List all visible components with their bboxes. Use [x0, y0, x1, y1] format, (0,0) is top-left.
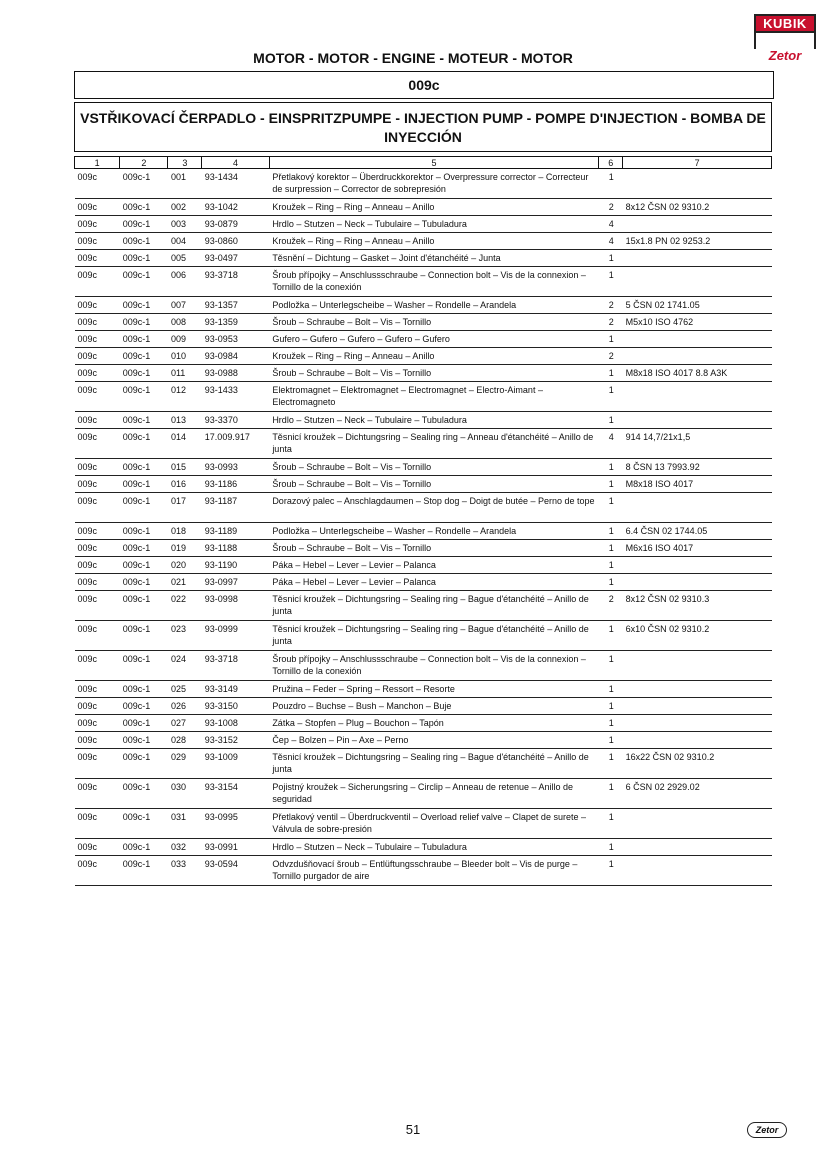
column-header-4: 4 — [202, 157, 270, 169]
row-group: 009c — [75, 365, 120, 382]
row-quantity: 1 — [599, 698, 623, 715]
row-group: 009c — [75, 523, 120, 540]
row-position: 013 — [168, 412, 202, 429]
row-subgroup: 009c-1 — [120, 412, 168, 429]
row-part-number: 93-0988 — [202, 365, 270, 382]
row-subgroup: 009c-1 — [120, 297, 168, 314]
row-note: 8 ČSN 13 7993.92 — [623, 459, 772, 476]
row-note: 8x12 ČSN 02 9310.3 — [623, 591, 772, 621]
column-header-5: 5 — [269, 157, 599, 169]
row-subgroup: 009c-1 — [120, 233, 168, 250]
row-group: 009c — [75, 476, 120, 493]
row-subgroup: 009c-1 — [120, 523, 168, 540]
row-note — [623, 698, 772, 715]
row-quantity: 1 — [599, 459, 623, 476]
row-group: 009c — [75, 233, 120, 250]
parts-table — [74, 156, 772, 886]
row-part-number: 93-1042 — [202, 199, 270, 216]
row-note — [623, 169, 772, 199]
row-quantity: 1 — [599, 493, 623, 523]
table-row — [75, 557, 772, 574]
row-description: Šroub – Schraube – Bolt – Vis – Tornillo — [269, 459, 599, 476]
row-group: 009c — [75, 574, 120, 591]
table-row — [75, 233, 772, 250]
row-description: Přetlakový ventil – Überdruckventil – Overload relief valve – Clapet de surete – Válvula de sobre-presión — [269, 809, 599, 839]
row-quantity: 1 — [599, 839, 623, 856]
row-note — [623, 216, 772, 233]
row-quantity: 1 — [599, 523, 623, 540]
row-part-number: 93-1434 — [202, 169, 270, 199]
row-quantity: 1 — [599, 809, 623, 839]
page-number: 51 — [405, 1122, 421, 1137]
row-position: 029 — [168, 749, 202, 779]
row-note: 6.4 ČSN 02 1744.05 — [623, 523, 772, 540]
column-header-2: 2 — [120, 157, 168, 169]
row-description: Šroub – Schraube – Bolt – Vis – Tornillo — [269, 365, 599, 382]
row-description: Přetlakový korektor – Überdruckkorektor – Overpressure corrector – Correcteur de surpression – Corrector de sobrepresión — [269, 169, 599, 199]
row-part-number: 93-0999 — [202, 621, 270, 651]
row-quantity: 1 — [599, 651, 623, 681]
row-quantity: 1 — [599, 732, 623, 749]
row-note: 6x10 ČSN 02 9310.2 — [623, 621, 772, 651]
row-description: Pouzdro – Buchse – Bush – Manchon – Buje — [269, 698, 599, 715]
row-description: Těsnicí kroužek – Dichtungsring – Sealing ring – Anneau d'étanchéité – Anillo de junta — [269, 429, 599, 459]
row-position: 011 — [168, 365, 202, 382]
row-group: 009c — [75, 459, 120, 476]
row-description: Šroub – Schraube – Bolt – Vis – Tornillo — [269, 476, 599, 493]
row-position: 022 — [168, 591, 202, 621]
row-group: 009c — [75, 412, 120, 429]
row-description: Odvzdušňovací šroub – Entlüftungsschraube – Bleeder bolt – Vis de purge – Tornillo purgador de aire — [269, 856, 599, 886]
row-position: 006 — [168, 267, 202, 297]
row-position: 014 — [168, 429, 202, 459]
row-quantity: 2 — [599, 199, 623, 216]
row-part-number: 93-0594 — [202, 856, 270, 886]
parts-table-body — [75, 169, 772, 886]
row-description: Podložka – Unterlegscheibe – Washer – Rondelle – Arandela — [269, 297, 599, 314]
row-part-number: 93-0991 — [202, 839, 270, 856]
row-note: 5 ČSN 02 1741.05 — [623, 297, 772, 314]
row-group: 009c — [75, 732, 120, 749]
row-description: Těsnicí kroužek – Dichtungsring – Sealing ring – Bague d'étanchéité – Anillo de junta — [269, 591, 599, 621]
row-note — [623, 493, 772, 523]
row-description: Gufero – Gufero – Gufero – Gufero – Gufero — [269, 331, 599, 348]
row-subgroup: 009c-1 — [120, 365, 168, 382]
row-description: Dorazový palec – Anschlagdaumen – Stop dog – Doigt de butée – Perno de tope — [269, 493, 599, 523]
row-description: Páka – Hebel – Lever – Levier – Palanca — [269, 557, 599, 574]
table-row — [75, 779, 772, 809]
row-quantity: 1 — [599, 250, 623, 267]
row-group: 009c — [75, 839, 120, 856]
table-row — [75, 331, 772, 348]
table-row — [75, 199, 772, 216]
row-subgroup: 009c-1 — [120, 591, 168, 621]
table-row — [75, 809, 772, 839]
column-header-3: 3 — [168, 157, 202, 169]
row-position: 031 — [168, 809, 202, 839]
row-description: Těsnicí kroužek – Dichtungsring – Sealing ring – Bague d'étanchéité – Anillo de junta — [269, 621, 599, 651]
row-description: Kroužek – Ring – Ring – Anneau – Anillo — [269, 199, 599, 216]
row-note: 16x22 ČSN 02 9310.2 — [623, 749, 772, 779]
row-group: 009c — [75, 749, 120, 779]
row-position: 002 — [168, 199, 202, 216]
row-quantity: 1 — [599, 331, 623, 348]
column-header-row — [75, 157, 772, 169]
row-note — [623, 651, 772, 681]
row-quantity: 1 — [599, 169, 623, 199]
table-row — [75, 382, 772, 412]
row-note: M6x16 ISO 4017 — [623, 540, 772, 557]
section-code: 009c — [74, 71, 774, 99]
row-part-number: 93-3150 — [202, 698, 270, 715]
row-description: Hrdlo – Stutzen – Neck – Tubulaire – Tubuladura — [269, 412, 599, 429]
table-row — [75, 856, 772, 886]
row-note — [623, 715, 772, 732]
row-part-number: 93-0860 — [202, 233, 270, 250]
row-subgroup: 009c-1 — [120, 314, 168, 331]
row-description: Elektromagnet – Elektromagnet – Electromagnet – Electro-Aimant – Electromagneto — [269, 382, 599, 412]
row-position: 025 — [168, 681, 202, 698]
table-row — [75, 365, 772, 382]
row-group: 009c — [75, 809, 120, 839]
row-quantity: 1 — [599, 382, 623, 412]
group-title: VSTŘIKOVACÍ ČERPADLO - EINSPRITZPUMPE - INJECTION PUMP - POMPE D'INJECTION - BOMBA DE INYECCIÓN — [74, 102, 772, 152]
row-description: Těsnicí kroužek – Dichtungsring – Sealing ring – Bague d'étanchéité – Anillo de junta — [269, 749, 599, 779]
row-quantity: 1 — [599, 476, 623, 493]
row-description: Hrdlo – Stutzen – Neck – Tubulaire – Tubuladura — [269, 216, 599, 233]
row-part-number: 93-3718 — [202, 651, 270, 681]
row-part-number: 93-0995 — [202, 809, 270, 839]
row-subgroup: 009c-1 — [120, 779, 168, 809]
row-description: Těsnění – Dichtung – Gasket – Joint d'étanchéité – Junta — [269, 250, 599, 267]
row-note — [623, 250, 772, 267]
row-position: 033 — [168, 856, 202, 886]
row-subgroup: 009c-1 — [120, 267, 168, 297]
row-subgroup: 009c-1 — [120, 216, 168, 233]
row-position: 032 — [168, 839, 202, 856]
row-part-number: 93-0998 — [202, 591, 270, 621]
row-note — [623, 856, 772, 886]
table-row — [75, 314, 772, 331]
logo-top-text: KUBIK — [754, 14, 816, 33]
row-part-number: 93-1357 — [202, 297, 270, 314]
row-position: 003 — [168, 216, 202, 233]
row-description: Kroužek – Ring – Ring – Anneau – Anillo — [269, 348, 599, 365]
row-part-number: 93-3154 — [202, 779, 270, 809]
column-header-7: 7 — [623, 157, 772, 169]
row-subgroup: 009c-1 — [120, 331, 168, 348]
row-part-number: 93-3718 — [202, 267, 270, 297]
row-part-number: 93-3152 — [202, 732, 270, 749]
row-group: 009c — [75, 591, 120, 621]
row-group: 009c — [75, 651, 120, 681]
row-part-number: 93-0879 — [202, 216, 270, 233]
row-group: 009c — [75, 540, 120, 557]
table-row — [75, 429, 772, 459]
row-quantity: 4 — [599, 233, 623, 250]
row-part-number: 93-0984 — [202, 348, 270, 365]
row-part-number: 93-1188 — [202, 540, 270, 557]
document-title: MOTOR - MOTOR - ENGINE - MOTEUR - MOTOR — [253, 50, 573, 66]
row-note — [623, 348, 772, 365]
row-part-number: 93-1190 — [202, 557, 270, 574]
table-row — [75, 715, 772, 732]
row-quantity: 1 — [599, 715, 623, 732]
row-group: 009c — [75, 267, 120, 297]
row-note — [623, 574, 772, 591]
row-group: 009c — [75, 216, 120, 233]
row-note — [623, 681, 772, 698]
row-note — [623, 557, 772, 574]
row-position: 020 — [168, 557, 202, 574]
row-group: 009c — [75, 429, 120, 459]
table-row — [75, 698, 772, 715]
row-group: 009c — [75, 382, 120, 412]
row-group: 009c — [75, 331, 120, 348]
row-quantity: 2 — [599, 314, 623, 331]
row-subgroup: 009c-1 — [120, 681, 168, 698]
row-quantity: 1 — [599, 540, 623, 557]
row-position: 021 — [168, 574, 202, 591]
row-group: 009c — [75, 493, 120, 523]
row-group: 009c — [75, 856, 120, 886]
row-subgroup: 009c-1 — [120, 621, 168, 651]
row-group: 009c — [75, 199, 120, 216]
row-note: 914 14,7/21x1,5 — [623, 429, 772, 459]
row-note — [623, 809, 772, 839]
table-row — [75, 839, 772, 856]
row-note — [623, 839, 772, 856]
column-header-1: 1 — [75, 157, 120, 169]
row-note: 15x1.8 PN 02 9253.2 — [623, 233, 772, 250]
row-group: 009c — [75, 698, 120, 715]
row-description: Hrdlo – Stutzen – Neck – Tubulaire – Tubuladura — [269, 839, 599, 856]
row-subgroup: 009c-1 — [120, 715, 168, 732]
table-row — [75, 621, 772, 651]
row-quantity: 2 — [599, 348, 623, 365]
row-position: 018 — [168, 523, 202, 540]
row-note — [623, 382, 772, 412]
row-position: 001 — [168, 169, 202, 199]
row-description: Šroub – Schraube – Bolt – Vis – Tornillo — [269, 540, 599, 557]
row-position: 016 — [168, 476, 202, 493]
table-row — [75, 459, 772, 476]
row-note: M5x10 ISO 4762 — [623, 314, 772, 331]
row-group: 009c — [75, 715, 120, 732]
row-group: 009c — [75, 348, 120, 365]
row-part-number: 93-1009 — [202, 749, 270, 779]
row-subgroup: 009c-1 — [120, 749, 168, 779]
row-quantity: 1 — [599, 365, 623, 382]
footer-zetor-logo: Zetor — [747, 1122, 787, 1138]
row-position: 004 — [168, 233, 202, 250]
row-part-number: 93-1186 — [202, 476, 270, 493]
row-position: 015 — [168, 459, 202, 476]
table-row — [75, 540, 772, 557]
row-part-number: 93-3370 — [202, 412, 270, 429]
row-quantity: 1 — [599, 621, 623, 651]
row-part-number: 93-1359 — [202, 314, 270, 331]
row-subgroup: 009c-1 — [120, 809, 168, 839]
logo-middle-text — [754, 33, 816, 49]
row-group: 009c — [75, 250, 120, 267]
table-row — [75, 216, 772, 233]
row-quantity: 1 — [599, 267, 623, 297]
row-part-number: 93-1008 — [202, 715, 270, 732]
table-row — [75, 297, 772, 314]
table-row — [75, 348, 772, 365]
row-position: 019 — [168, 540, 202, 557]
row-position: 012 — [168, 382, 202, 412]
row-group: 009c — [75, 557, 120, 574]
row-part-number: 93-0993 — [202, 459, 270, 476]
row-description: Šroub přípojky – Anschlussschraube – Connection bolt – Vis de la connexion – Tornillo de la conexión — [269, 651, 599, 681]
row-subgroup: 009c-1 — [120, 169, 168, 199]
table-row — [75, 476, 772, 493]
row-part-number: 93-0497 — [202, 250, 270, 267]
row-subgroup: 009c-1 — [120, 459, 168, 476]
row-group: 009c — [75, 297, 120, 314]
row-part-number: 93-1433 — [202, 382, 270, 412]
row-subgroup: 009c-1 — [120, 574, 168, 591]
table-row — [75, 591, 772, 621]
row-quantity: 4 — [599, 429, 623, 459]
row-quantity: 1 — [599, 557, 623, 574]
row-description: Šroub přípojky – Anschlussschraube – Connection bolt – Vis de la connexion – Tornillo de la conexión — [269, 267, 599, 297]
row-group: 009c — [75, 621, 120, 651]
row-description: Kroužek – Ring – Ring – Anneau – Anillo — [269, 233, 599, 250]
column-header-6: 6 — [599, 157, 623, 169]
table-row — [75, 493, 772, 523]
row-subgroup: 009c-1 — [120, 732, 168, 749]
row-group: 009c — [75, 314, 120, 331]
row-subgroup: 009c-1 — [120, 557, 168, 574]
row-subgroup: 009c-1 — [120, 493, 168, 523]
row-position: 028 — [168, 732, 202, 749]
table-row — [75, 732, 772, 749]
row-description: Pružina – Feder – Spring – Ressort – Resorte — [269, 681, 599, 698]
row-note: 6 ČSN 02 2929.02 — [623, 779, 772, 809]
row-position: 009 — [168, 331, 202, 348]
row-note — [623, 331, 772, 348]
table-row — [75, 749, 772, 779]
row-part-number: 17.009.917 — [202, 429, 270, 459]
row-part-number: 93-0997 — [202, 574, 270, 591]
row-quantity: 1 — [599, 574, 623, 591]
row-position: 027 — [168, 715, 202, 732]
row-group: 009c — [75, 681, 120, 698]
row-subgroup: 009c-1 — [120, 651, 168, 681]
table-row — [75, 574, 772, 591]
row-position: 008 — [168, 314, 202, 331]
row-subgroup: 009c-1 — [120, 540, 168, 557]
row-group: 009c — [75, 169, 120, 199]
table-row — [75, 651, 772, 681]
row-subgroup: 009c-1 — [120, 856, 168, 886]
row-description: Podložka – Unterlegscheibe – Washer – Rondelle – Arandela — [269, 523, 599, 540]
row-quantity: 1 — [599, 681, 623, 698]
row-description: Čep – Bolzen – Pin – Axe – Perno — [269, 732, 599, 749]
row-note: M8x18 ISO 4017 8.8 A3K — [623, 365, 772, 382]
row-subgroup: 009c-1 — [120, 429, 168, 459]
row-description: Pojistný kroužek – Sicherungsring – Circlip – Anneau de retenue – Anillo de seguridad — [269, 779, 599, 809]
row-position: 005 — [168, 250, 202, 267]
row-subgroup: 009c-1 — [120, 476, 168, 493]
table-row — [75, 250, 772, 267]
row-subgroup: 009c-1 — [120, 698, 168, 715]
table-row — [75, 523, 772, 540]
row-position: 026 — [168, 698, 202, 715]
row-note — [623, 732, 772, 749]
row-quantity: 1 — [599, 749, 623, 779]
row-quantity: 2 — [599, 297, 623, 314]
row-position: 007 — [168, 297, 202, 314]
row-subgroup: 009c-1 — [120, 199, 168, 216]
row-subgroup: 009c-1 — [120, 250, 168, 267]
row-note — [623, 412, 772, 429]
row-quantity: 2 — [599, 591, 623, 621]
row-subgroup: 009c-1 — [120, 382, 168, 412]
row-position: 017 — [168, 493, 202, 523]
row-part-number: 93-0953 — [202, 331, 270, 348]
row-subgroup: 009c-1 — [120, 348, 168, 365]
row-description: Šroub – Schraube – Bolt – Vis – Tornillo — [269, 314, 599, 331]
row-quantity: 1 — [599, 779, 623, 809]
row-position: 024 — [168, 651, 202, 681]
table-row — [75, 681, 772, 698]
row-description: Páka – Hebel – Lever – Levier – Palanca — [269, 574, 599, 591]
row-note — [623, 267, 772, 297]
logo-bottom-text: Zetor — [768, 48, 802, 63]
row-part-number: 93-3149 — [202, 681, 270, 698]
row-position: 023 — [168, 621, 202, 651]
row-quantity: 1 — [599, 412, 623, 429]
row-quantity: 4 — [599, 216, 623, 233]
row-part-number: 93-1189 — [202, 523, 270, 540]
row-group: 009c — [75, 779, 120, 809]
row-position: 010 — [168, 348, 202, 365]
row-description: Zátka – Stopfen – Plug – Bouchon – Tapón — [269, 715, 599, 732]
row-quantity: 1 — [599, 856, 623, 886]
row-note: 8x12 ČSN 02 9310.2 — [623, 199, 772, 216]
row-note: M8x18 ISO 4017 — [623, 476, 772, 493]
row-subgroup: 009c-1 — [120, 839, 168, 856]
row-position: 030 — [168, 779, 202, 809]
table-row — [75, 267, 772, 297]
table-row — [75, 412, 772, 429]
table-row — [75, 169, 772, 199]
row-part-number: 93-1187 — [202, 493, 270, 523]
